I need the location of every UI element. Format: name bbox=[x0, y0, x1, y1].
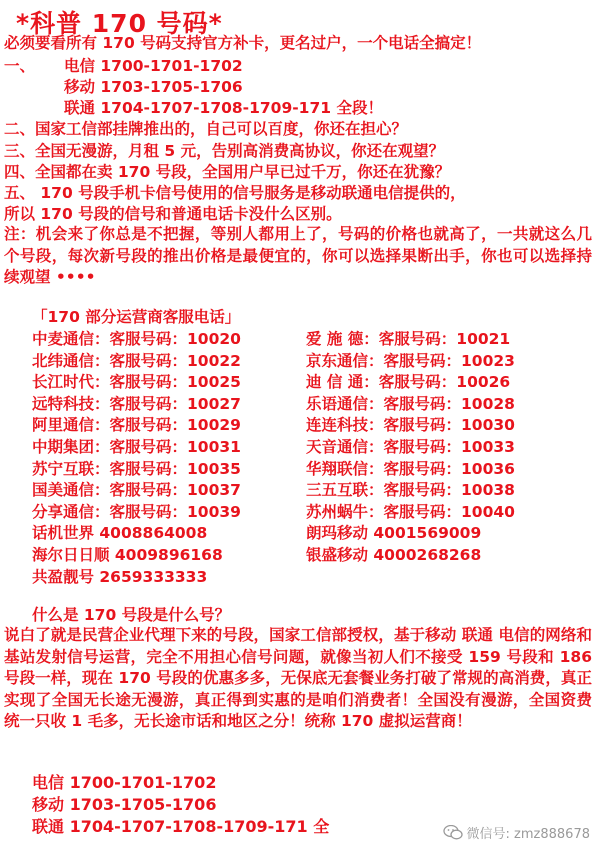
watermark-text: 微信号: zmz888678 bbox=[466, 827, 590, 842]
point-1-mobile: 移动 1703-1705-1706 bbox=[64, 78, 243, 96]
what-paragraph: 说白了就是民营企业代理下来的号段，国家工信部授权，基于移动 联通 电信的网络和基站发射信号运营，完全不用担心信号问题，就像当初人们不接受 159 号段和 186 号段一样，现在 170 号段的优惠多多，无保底无套餐业务打破了常规的高消费，真正实现了全国无长途无漫游，真正得到实惠的是咱们消费者！全国没有漫游，全国资费统一只收 1 毛多，无长途市话和地区之分！统称 170 虚拟运营商！ bbox=[4, 626, 592, 731]
service-section-title: 「170 部分运营商客服电话」 bbox=[32, 308, 241, 326]
service-item: 话机世界 4008864008 bbox=[32, 524, 208, 543]
point-1-telecom: 电信 1700-1701-1702 bbox=[64, 57, 243, 75]
point-1-unicom: 联通 1704-1707-1708-1709-171 全段！ bbox=[64, 99, 383, 117]
service-item: 中期集团：客服号码：10031 bbox=[32, 438, 241, 456]
service-item: 中麦通信：客服号码：10020 bbox=[32, 330, 241, 348]
page-title: *科普 170 号码* bbox=[16, 9, 223, 38]
service-item: 北纬通信：客服号码：10022 bbox=[32, 351, 241, 370]
point-3: 三、全国无漫游，月租 5 元，告别高消费高协议，你还在观望？ bbox=[4, 142, 445, 160]
point-5-line-2: 所以 170 号段的信号和普通电话卡没什么区别。 bbox=[4, 205, 342, 223]
service-item: 迪 信 通：客服号码：10026 bbox=[306, 373, 511, 392]
service-item: 天音通信：客服号码：10033 bbox=[306, 438, 515, 456]
footer-mobile: 移动 1703-1705-1706 bbox=[32, 795, 217, 814]
point-4: 四、全国都在卖 170 号段，全国用户早已过千万，你还在犹豫？ bbox=[4, 163, 451, 181]
wechat-icon bbox=[443, 825, 463, 840]
note-paragraph: 注：机会来了你总是不把握，等别人都用上了，号码的价格也就高了，一共就这么几个号段，每次新号段的推出价格是最便宜的，你可以选择果断出手，你也可以选择持续观望 •••• bbox=[4, 225, 592, 287]
service-item: 海尔日日顺 4009896168 bbox=[32, 546, 223, 564]
service-item: 远特科技：客服号码：10027 bbox=[32, 394, 241, 413]
point-2: 二、国家工信部挂牌推出的，自己可以百度，你还在担心？ bbox=[4, 120, 408, 138]
footer-unicom: 联通 1704-1707-1708-1709-171 全 bbox=[32, 817, 330, 836]
service-item: 国美通信：客服号码：10037 bbox=[32, 481, 241, 500]
what-title: 什么是 170 号段是什么号？ bbox=[32, 606, 231, 624]
intro-line: 必须要看所有 170 号码支持官方补卡，更名过户，一个电话全搞定！ bbox=[4, 34, 482, 52]
service-item: 华翔联信：客服号码：10036 bbox=[306, 459, 515, 478]
service-item: 银盛移动 4000268268 bbox=[306, 546, 482, 564]
service-item: 爱 施 德：客服号码：10021 bbox=[306, 330, 511, 348]
service-item: 乐语通信：客服号码：10028 bbox=[306, 394, 515, 413]
service-item: 苏宁互联：客服号码：10035 bbox=[32, 459, 241, 478]
wechat-watermark bbox=[443, 823, 590, 842]
service-item: 阿里通信：客服号码：10029 bbox=[32, 416, 241, 435]
service-item: 三五互联：客服号码：10038 bbox=[306, 481, 515, 500]
service-item: 分享通信：客服号码：10039 bbox=[32, 502, 241, 521]
service-item: 共盈靓号 2659333333 bbox=[32, 567, 208, 586]
service-item: 朗玛移动 4001569009 bbox=[306, 524, 482, 543]
service-item: 连连科技：客服号码：10030 bbox=[306, 416, 515, 435]
service-item: 苏州蜗牛：客服号码：10040 bbox=[306, 502, 515, 521]
service-item: 长江时代：客服号码：10025 bbox=[32, 373, 241, 392]
point-1-label: 一、 bbox=[4, 57, 36, 75]
footer-telecom: 电信 1700-1701-1702 bbox=[32, 773, 217, 792]
service-item: 京东通信：客服号码：10023 bbox=[306, 351, 515, 370]
point-5-line-1: 五、 170 号段手机卡信号使用的信号服务是移动联通电信提供的， bbox=[4, 184, 466, 202]
